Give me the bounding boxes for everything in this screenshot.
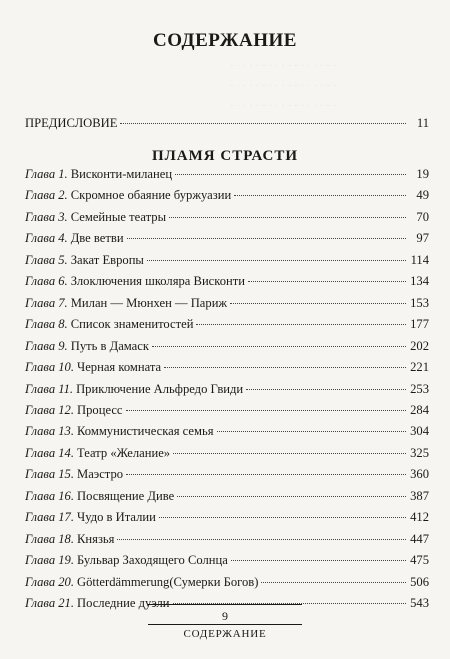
toc-entry-chapter[interactable] xyxy=(25,317,429,334)
chapter-title: Злоключения школяра Висконти xyxy=(70,274,246,289)
chapter-title: Посвящение Диве xyxy=(77,488,175,503)
page-number: 9 xyxy=(222,609,228,623)
chapter-label: Глава 15. xyxy=(25,467,75,482)
dot-leader xyxy=(230,303,406,304)
dot-leader xyxy=(164,367,406,368)
toc-entry-chapter[interactable] xyxy=(25,296,429,313)
toc-entry-chapter[interactable] xyxy=(25,553,429,570)
chapter-page-number: 202 xyxy=(410,338,429,353)
chapter-label: Глава 19. xyxy=(25,553,75,568)
chapter-page-number: 49 xyxy=(416,188,429,203)
toc-entry-chapter[interactable] xyxy=(25,274,429,291)
toc-entry-chapter[interactable] xyxy=(25,510,429,527)
chapter-page-number: 19 xyxy=(416,167,429,181)
chapter-title: Театр «Желание» xyxy=(77,445,171,460)
dot-leader xyxy=(117,539,406,540)
bleed-through-text: · · · · · · · · · · · · · · · · · xyxy=(230,60,337,72)
chapter-label: Глава 9. xyxy=(25,338,68,353)
chapter-page-number: 221 xyxy=(410,360,429,374)
chapter-title: Черная комната xyxy=(77,360,162,374)
dot-leader xyxy=(127,238,406,239)
dot-leader xyxy=(147,260,406,261)
toc-entry-chapter[interactable] xyxy=(25,403,429,420)
toc-entry-chapter[interactable] xyxy=(25,532,429,549)
toc-entry-chapter[interactable] xyxy=(25,467,429,484)
chapter-label: Глава 1. xyxy=(25,167,68,181)
running-footer: СОДЕРЖАНИЕ xyxy=(183,628,267,640)
chapter-label: Глава 4. xyxy=(25,231,68,246)
dot-leader xyxy=(175,174,406,175)
dot-leader xyxy=(120,123,406,124)
chapter-label: Глава 20. xyxy=(25,574,75,589)
chapter-label: Глава 2. xyxy=(25,188,68,203)
dot-leader xyxy=(152,346,406,347)
toc-entry-chapter[interactable] xyxy=(25,446,429,463)
toc-entry-chapter[interactable] xyxy=(25,424,429,441)
dot-leader xyxy=(246,389,406,390)
toc-entry-title: ПРЕДИСЛОВИЕ xyxy=(25,116,118,130)
chapter-title: Скромное обаяние буржуазии xyxy=(70,188,232,203)
chapter-page-number: 360 xyxy=(410,467,429,482)
dot-leader xyxy=(248,281,406,282)
chapter-page-number: 412 xyxy=(410,510,429,525)
dot-leader xyxy=(261,582,406,583)
chapter-title: Маэстро xyxy=(77,467,124,482)
bleed-through-text: · · · · · · · · · · · · · · · · · xyxy=(230,100,337,112)
chapter-label: Глава 21. xyxy=(25,596,75,610)
chapter-label: Глава 14. xyxy=(25,445,75,460)
dot-leader xyxy=(217,431,406,432)
chapter-label: Глава 7. xyxy=(25,295,68,310)
toc-page-number: 11 xyxy=(416,116,429,130)
toc-entry-chapter[interactable] xyxy=(25,210,429,227)
chapter-page-number: 97 xyxy=(416,231,429,246)
chapter-label: Глава 8. xyxy=(25,317,68,332)
chapter-label: Глава 17. xyxy=(25,510,75,525)
chapter-page-number: 114 xyxy=(410,252,429,267)
chapter-page-number: 177 xyxy=(410,317,429,332)
dot-leader xyxy=(126,474,406,475)
chapter-label: Глава 11. xyxy=(25,381,74,396)
toc-entry-chapter[interactable] xyxy=(25,253,429,270)
chapter-label: Глава 3. xyxy=(25,209,68,224)
bleed-through-text: · · · · · · · · · · · · · · · · · xyxy=(230,80,337,92)
chapter-title: Князья xyxy=(77,531,115,546)
chapter-title: Чудо в Италии xyxy=(77,510,156,525)
chapter-page-number: 134 xyxy=(410,274,429,289)
chapter-title: Коммунистическая семья xyxy=(77,424,214,439)
toc-entry-chapter[interactable] xyxy=(25,489,429,506)
chapter-page-number: 387 xyxy=(410,488,429,503)
toc-entry-chapter[interactable] xyxy=(25,188,429,205)
chapter-title: Бульвар Заходящего Солнца xyxy=(77,553,228,568)
chapter-page-number: 70 xyxy=(416,209,429,224)
chapter-title: Список знаменитостей xyxy=(70,317,194,332)
footer-rule xyxy=(148,604,302,605)
dot-leader xyxy=(234,195,406,196)
toc-entry-chapter[interactable] xyxy=(25,575,429,592)
chapter-title: Процесс xyxy=(77,402,123,417)
chapter-page-number: 475 xyxy=(410,553,429,568)
toc-entry-chapter[interactable] xyxy=(25,360,429,377)
chapter-page-number: 506 xyxy=(410,574,429,589)
chapter-title: Закат Европы xyxy=(70,252,144,267)
chapter-title: Две ветви xyxy=(70,231,124,246)
toc-entry-chapter[interactable] xyxy=(25,339,429,356)
chapter-label: Глава 12. xyxy=(25,402,75,417)
toc-entry-chapter[interactable] xyxy=(25,382,429,399)
chapter-page-number: 447 xyxy=(410,531,429,546)
section-title: ПЛАМЯ СТРАСТИ xyxy=(151,148,299,164)
chapter-title: Милан — Мюнхен — Париж xyxy=(70,295,228,310)
toc-entry-preface[interactable] xyxy=(25,116,429,133)
chapter-title: Приключение Альфредо Гвиди xyxy=(76,381,244,396)
chapter-label: Глава 18. xyxy=(25,531,75,546)
chapter-page-number: 543 xyxy=(410,596,429,610)
page-title: СОДЕРЖАНИЕ xyxy=(153,30,297,51)
chapter-label: Глава 13. xyxy=(25,424,75,439)
chapter-label: Глава 16. xyxy=(25,488,75,503)
toc-entry-chapter[interactable] xyxy=(25,167,429,184)
chapter-title: Последние дуэли xyxy=(77,596,170,610)
chapter-page-number: 153 xyxy=(410,295,429,310)
dot-leader xyxy=(173,453,406,454)
dot-leader xyxy=(177,496,406,497)
chapter-title: Путь в Дамаск xyxy=(70,338,149,353)
chapter-page-number: 304 xyxy=(410,424,429,439)
footer-rule xyxy=(148,624,302,625)
chapter-title: Висконти-миланец xyxy=(70,167,173,181)
dot-leader xyxy=(126,410,406,411)
chapter-page-number: 253 xyxy=(410,381,429,396)
chapter-title: Семейные театры xyxy=(70,209,167,224)
dot-leader xyxy=(196,324,406,325)
chapter-page-number: 284 xyxy=(410,402,429,417)
chapter-title: Götterdämmerung(Сумерки Богов) xyxy=(77,574,259,589)
dot-leader xyxy=(231,560,406,561)
chapter-label: Глава 5. xyxy=(25,252,68,267)
toc-entry-chapter[interactable] xyxy=(25,231,429,248)
dot-leader xyxy=(169,217,406,218)
chapter-label: Глава 10. xyxy=(25,360,75,374)
chapter-page-number: 325 xyxy=(410,445,429,460)
dot-leader xyxy=(159,517,406,518)
chapter-label: Глава 6. xyxy=(25,274,68,289)
